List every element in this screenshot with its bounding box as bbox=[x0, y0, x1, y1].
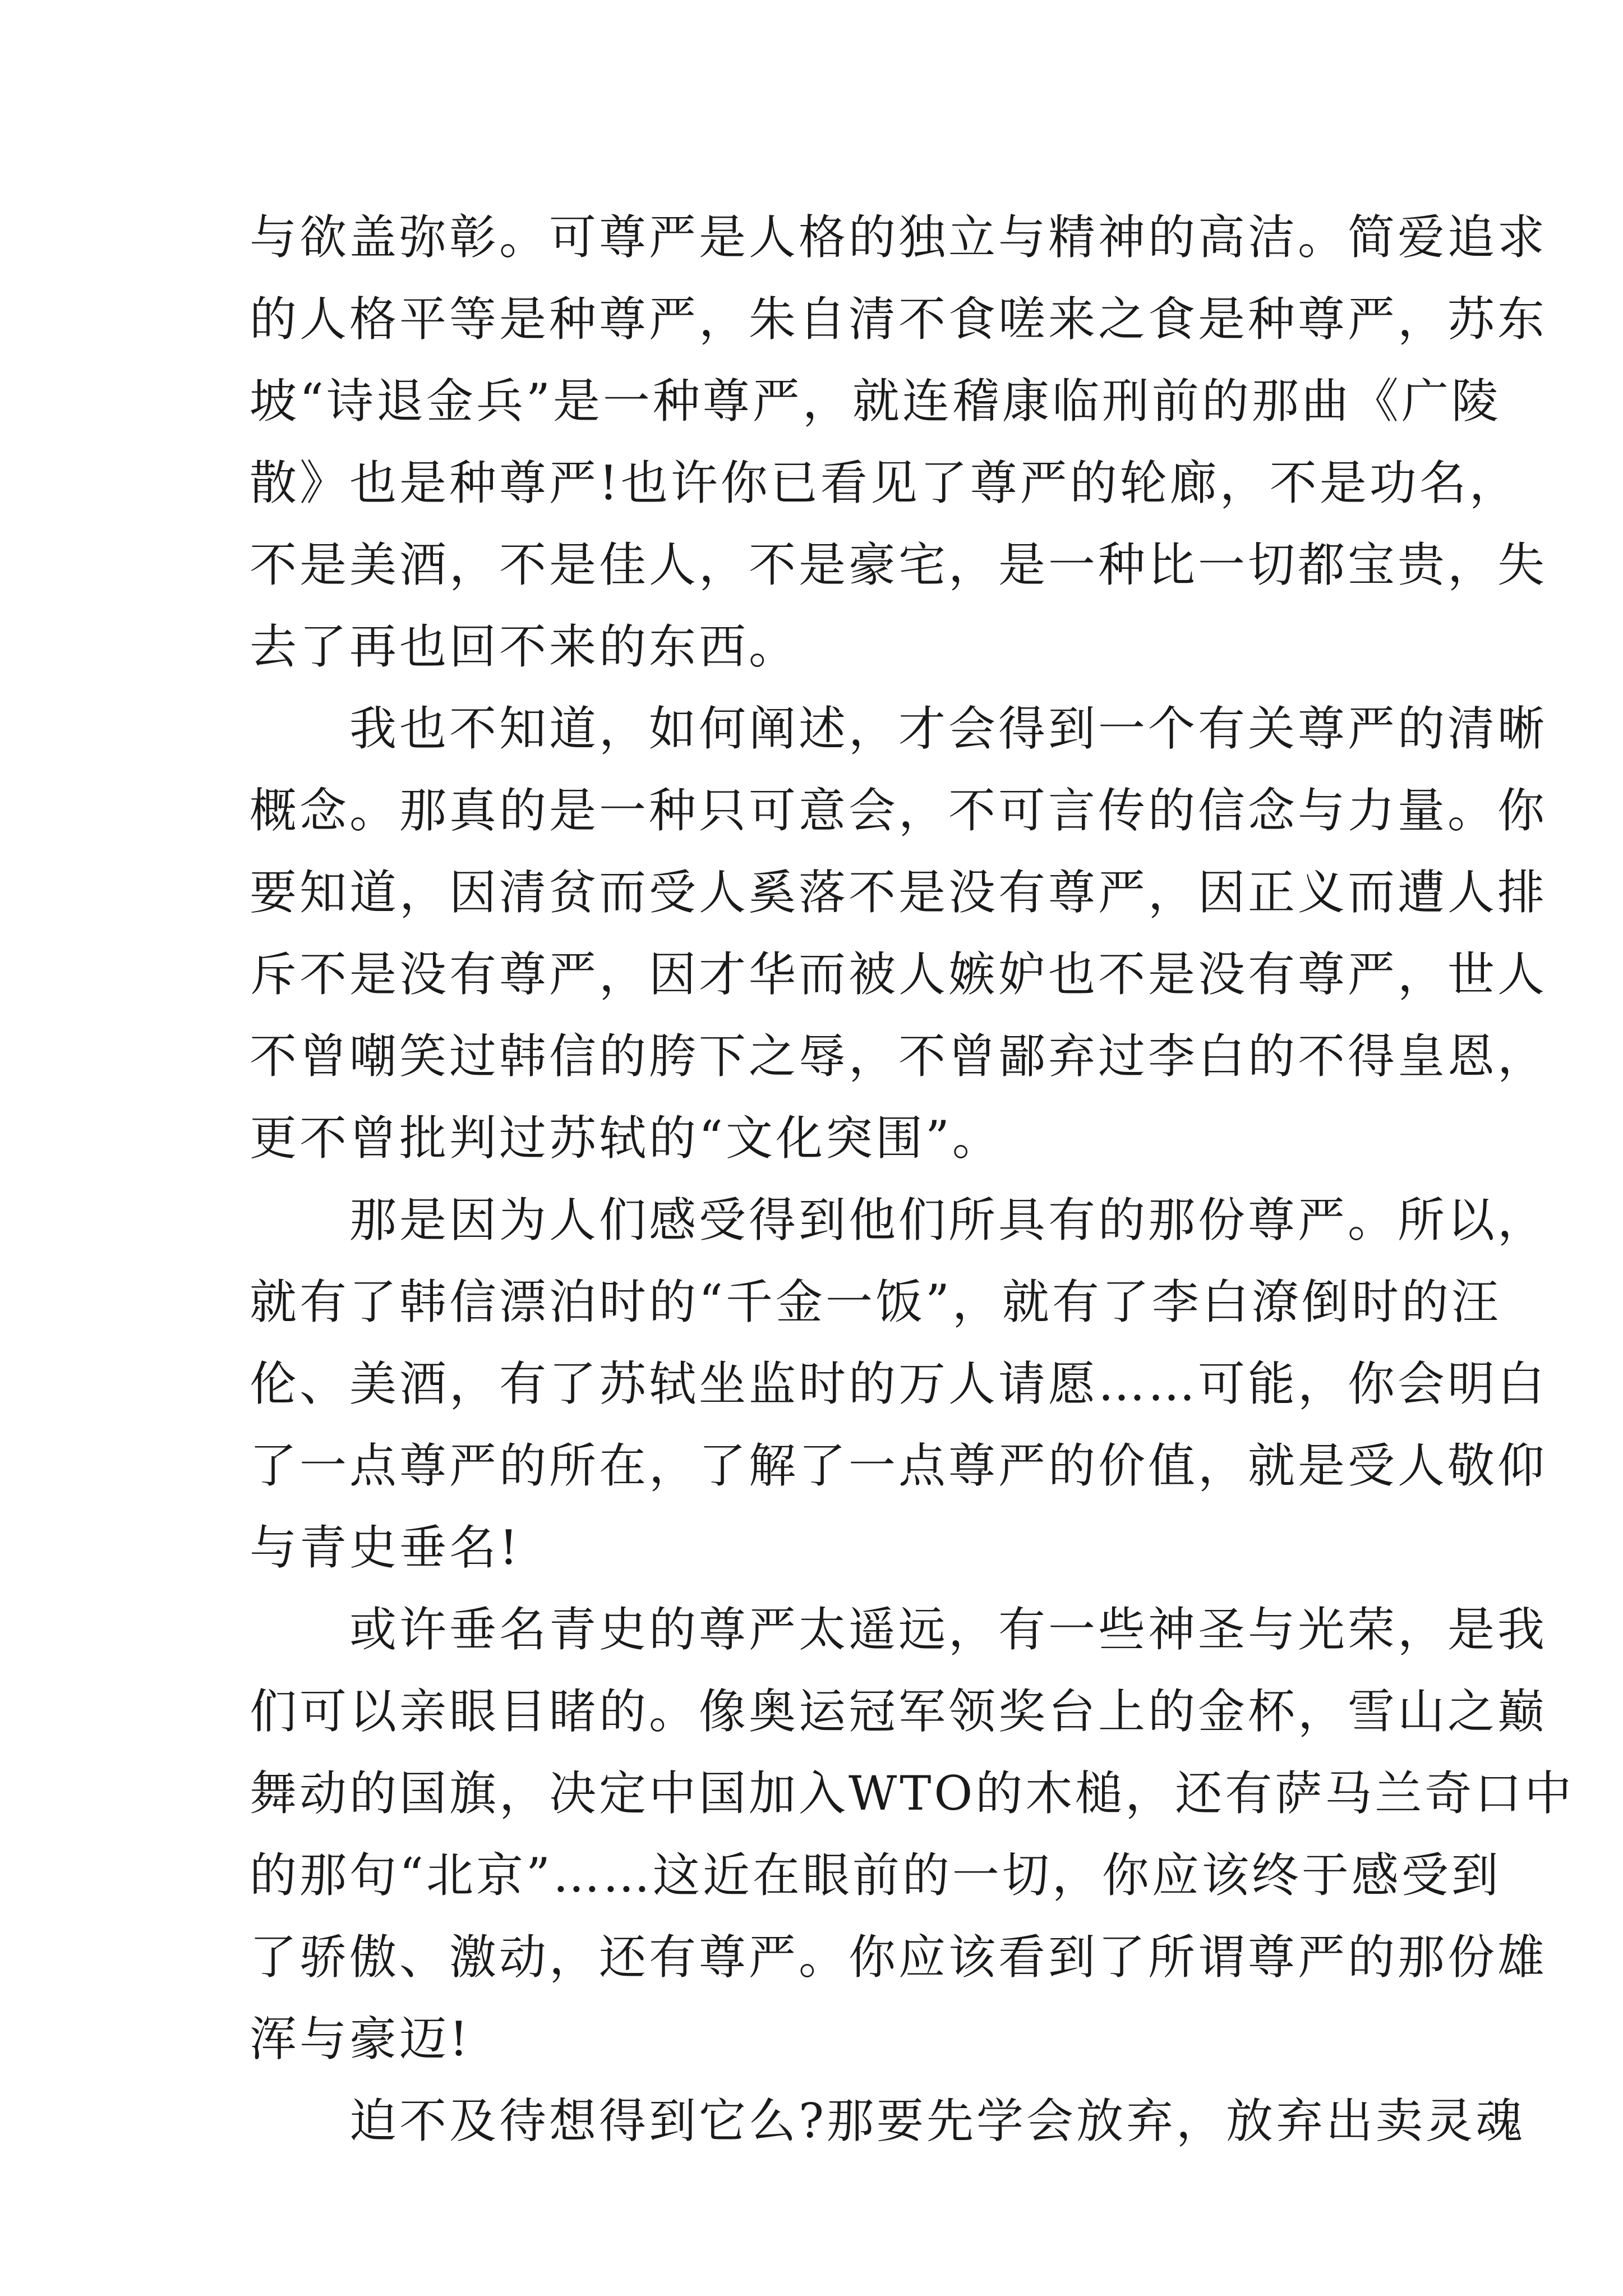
text-line: 与青史垂名! bbox=[250, 1520, 521, 1575]
paragraph-2 bbox=[250, 688, 1548, 1179]
paragraph-1 bbox=[250, 196, 1548, 688]
text-line: 了骄傲、激动，还有尊严。你应该看到了所谓尊严的那份雄 bbox=[250, 1930, 1548, 1985]
text-line: 更不曾批判过苏轼的“文化突围”。 bbox=[250, 1111, 1002, 1166]
text-line: 或许垂名青史的尊严太遥远，有一些神圣与光荣，是我 bbox=[250, 1602, 1548, 1657]
text-line: 坡“诗退金兵”是一种尊严，就连稽康临刑前的那曲《广陵 bbox=[250, 374, 1501, 429]
text-line: 那是因为人们感受得到他们所具有的那份尊严。所以， bbox=[250, 1193, 1548, 1248]
text-line: 要知道，因清贫而受人奚落不是没有尊严，因正义而遭人排 bbox=[250, 865, 1548, 920]
text-line: 的人格平等是种尊严，朱自清不食嗟来之食是种尊严，苏东 bbox=[250, 292, 1548, 347]
text-line: 斥不是没有尊严，因才华而被人嫉妒也不是没有尊严，世人 bbox=[250, 947, 1548, 1002]
text-line: 与欲盖弥彰。可尊严是人格的独立与精神的高洁。简爱追求 bbox=[250, 210, 1548, 265]
text-line: 舞动的国旗，决定中国加入WTO的木槌，还有萨马兰奇口中 bbox=[250, 1766, 1575, 1821]
text-line: 们可以亲眼目睹的。像奥运冠军领奖台上的金杯，雪山之巅 bbox=[250, 1684, 1548, 1739]
text-line: 伦、美酒，有了苏轼坐监时的万人请愿……可能，你会明白 bbox=[250, 1356, 1548, 1411]
paragraph-5 bbox=[250, 2080, 1526, 2162]
text-line: 了一点尊严的所在，了解了一点尊严的价值，就是受人敬仰 bbox=[250, 1438, 1548, 1493]
text-line: 概念。那真的是一种只可意会，不可言传的信念与力量。你 bbox=[250, 783, 1548, 838]
document-body bbox=[250, 196, 1575, 2162]
text-line: 我也不知道，如何阐述，才会得到一个有关尊严的清晰 bbox=[250, 701, 1548, 756]
paragraph-4 bbox=[250, 1589, 1575, 2080]
paragraph-3 bbox=[250, 1179, 1548, 1589]
text-line: 迫不及待想得到它么?那要先学会放弃，放弃出卖灵魂 bbox=[250, 2093, 1526, 2148]
text-line: 散》也是种尊严!也许你已看见了尊严的轮廊，不是功名， bbox=[250, 455, 1519, 510]
text-line: 去了再也回不来的东西。 bbox=[250, 619, 799, 674]
text-line: 浑与豪迈! bbox=[250, 2012, 471, 2067]
text-line: 不曾嘲笑过韩信的胯下之辱，不曾鄙弃过李白的不得皇恩， bbox=[250, 1029, 1548, 1084]
text-line: 不是美酒，不是佳人，不是豪宅，是一种比一切都宝贵，失 bbox=[250, 537, 1548, 592]
text-line: 就有了韩信漂泊时的“千金一饭”，就有了李白潦倒时的汪 bbox=[250, 1274, 1501, 1329]
text-line: 的那句“北京”……这近在眼前的一切，你应该终于感受到 bbox=[250, 1848, 1501, 1903]
